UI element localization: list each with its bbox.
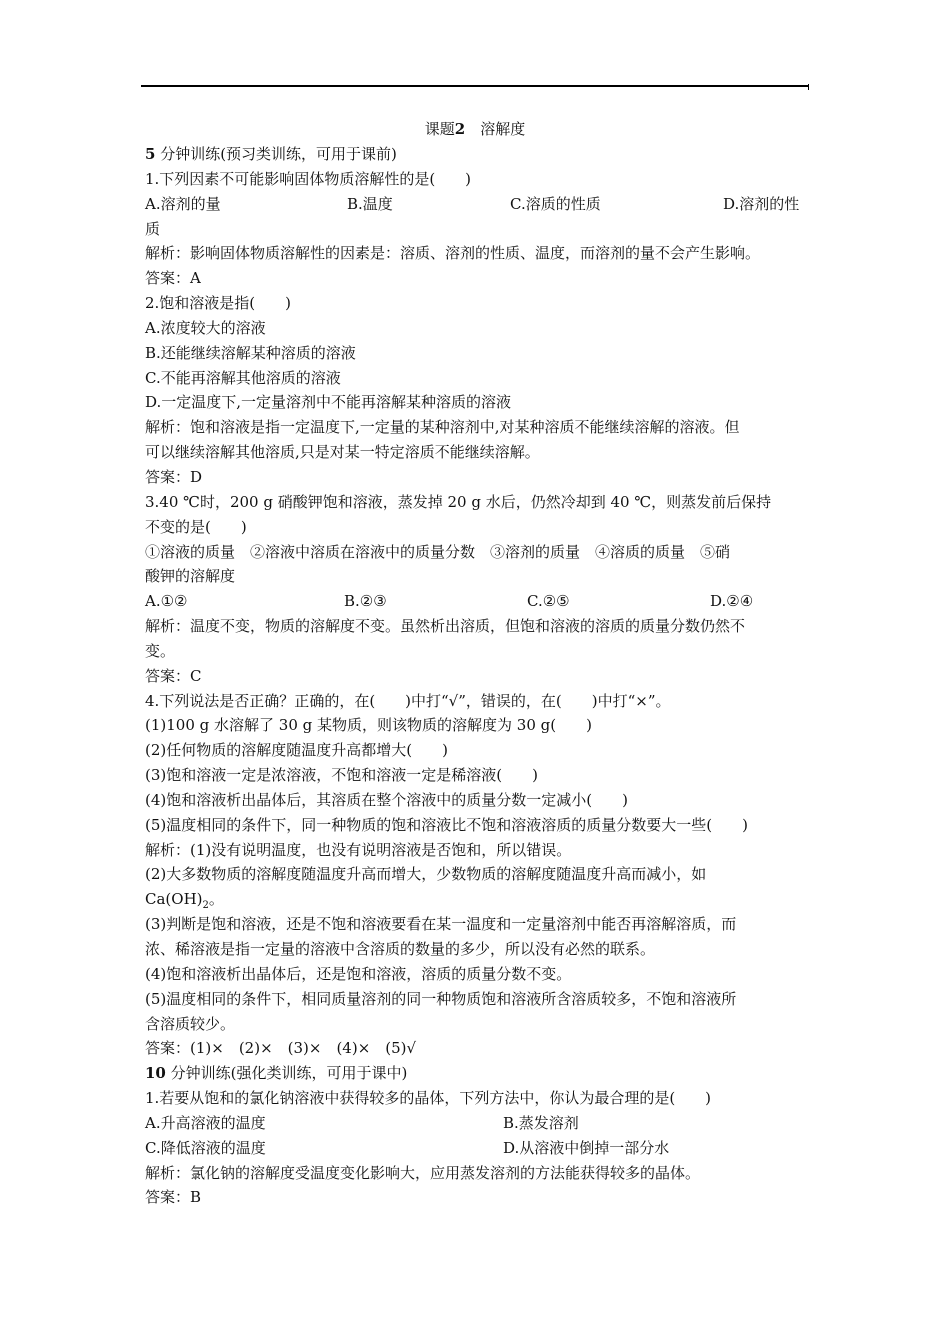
header-rule-tick [808,84,809,90]
q1-analysis: 解析：影响固体物质溶解性的因素是：溶质、溶剂的性质、温度，而溶剂的量不会产生影响。 [145,244,761,263]
s2-q1-option-a: A.升高溶液的温度 [145,1113,266,1132]
q4-analysis-4: (4)饱和溶液析出晶体后，还是饱和溶液，溶质的质量分数不变。 [145,964,572,983]
q4-statement-4: (4)饱和溶液析出晶体后，其溶质在整个溶液中的质量分数一定减小( ) [145,790,628,809]
s2-q1-stem: 1.若要从饱和的氯化钠溶液中获得较多的晶体，下列方法中，你认为最合理的是( ) [145,1089,712,1108]
q4-analysis-1: 解析：(1)没有说明温度，也没有说明溶液是否饱和，所以错误。 [145,840,572,859]
q3-analysis-line-1: 解析：温度不变，物质的溶解度不变。虽然析出溶质，但饱和溶液的溶质的质量分数仍然不 [145,617,746,636]
formula-caoh: Ca(OH) [145,890,203,909]
q2-stem: 2.饱和溶液是指( ) [145,294,292,313]
document-body [145,142,810,1210]
section-heading-number: 5 [145,145,156,163]
header-rule [141,85,808,87]
q4-analysis-5-line-1: (5)温度相同的条件下，相同质量溶剂的同一种物质饱和溶液所含溶质较多，不饱和溶液所 [145,989,737,1008]
q4-statement-2: (2)任何物质的溶解度随温度升高都增大( ) [145,741,448,760]
s2-q1-option-c: C.降低溶液的温度 [145,1138,266,1157]
s2-q1-option-b: B.蒸发溶剂 [503,1113,579,1132]
q4-analysis-2-line-1: (2)大多数物质的溶解度随温度升高而增大，少数物质的溶解度随温度升高而减小，如 [145,865,707,884]
title-number: 2 [454,120,466,138]
s2-q1-answer: 答案：B [145,1188,202,1207]
section-heading-number: 10 [145,1064,166,1083]
q1-stem: 1.下列因素不可能影响固体物质溶解性的是( ) [145,169,472,188]
sentence-end: 。 [208,890,224,909]
s2-q1-analysis: 解析：氯化钠的溶解度受温度变化影响大，应用蒸发溶剂的方法能获得较多的晶体。 [145,1163,701,1182]
section-heading-text: 分钟训练(强化类训练，可用于课中) [165,1064,408,1083]
section-heading-text: 分钟训练(预习类训练，可用于课前) [155,145,397,163]
q1-option-d-wrap: 质 [145,219,161,238]
q3-stem-line-1: 3.40 ℃时，200 g 硝酸钾饱和溶液，蒸发掉 20 g 水后，仍然冷却到 40 ℃，则蒸发前后保持 [145,492,772,511]
q4-stem: 4.下列说法是否正确？正确的，在( )中打“√”，错误的，在( )中打“×”。 [145,691,671,710]
q1-option-a: A.溶剂的量 [145,194,221,213]
q4-statement-1: (1)100 g 水溶解了 30 g 某物质，则该物质的溶解度为 30 g( ) [145,716,592,735]
q4-analysis-5-line-2: 含溶质较少。 [145,1014,236,1033]
q2-option-c: C.不能再溶解其他溶质的溶液 [145,368,341,387]
q3-items-line-1: ①溶液的质量 ②溶液中溶质在溶液中的质量分数 ③溶剂的质量 ④溶质的质量 ⑤硝 [145,542,731,561]
q1-option-c: C.溶质的性质 [510,194,601,213]
s2-q1-options-row-1 [145,1111,810,1136]
q3-option-d: D.②④ [710,592,754,611]
page-title [0,118,950,139]
q2-analysis-line-1: 解析：饱和溶液是指一定温度下,一定量的某种溶剂中,对某种溶质不能继续溶解的溶液。但 [145,418,740,437]
q3-option-c: C.②⑤ [527,592,570,611]
s2-q1-option-d: D.从溶液中倒掉一部分水 [503,1138,670,1157]
q3-analysis-line-2: 变。 [145,641,176,660]
q1-options [145,192,810,217]
q4-statement-5: (5)温度相同的条件下，同一种物质的饱和溶液比不饱和溶液溶质的质量分数要大一些( ) [145,815,748,834]
q3-answer: 答案：C [145,666,202,685]
q4-answer: 答案：(1)× (2)× (3)× (4)× (5)√ [145,1039,417,1058]
q4-statement-3: (3)饱和溶液一定是浓溶液，不饱和溶液一定是稀溶液( ) [145,766,538,785]
q3-option-b: B.②③ [344,592,387,611]
q2-answer: 答案：D [145,467,203,486]
q1-answer: 答案：A [145,269,201,288]
q2-option-a: A.浓度较大的溶液 [145,318,266,337]
q4-analysis-3-line-2: 浓、稀溶液是指一定量的溶液中含溶质的数量的多少，所以没有必然的联系。 [145,940,656,958]
q4-analysis-3-line-1: (3)判断是饱和溶液，还是不饱和溶液要看在某一温度和一定量溶剂中能否再溶解溶质，而 [145,915,737,934]
q2-analysis-line-2: 可以继续溶解其他溶质,只是对某一特定溶质不能继续溶解。 [145,443,540,462]
formula-subscript: 2 [202,900,209,912]
q1-option-b: B.温度 [347,194,393,213]
q2-option-b: B.还能继续溶解某种溶质的溶液 [145,343,356,362]
q1-option-d: D.溶剂的性 [723,194,800,213]
q3-option-a: A.①② [145,592,188,611]
title-name: 溶解度 [480,120,526,138]
section-heading-10min [145,1061,810,1086]
q4-analysis-2-line-2 [145,887,810,912]
s2-q1-options-row-2 [145,1136,810,1161]
section-heading-5min [145,142,810,167]
q3-items-line-2: 酸钾的溶解度 [145,567,236,586]
title-prefix: 课题 [424,120,455,138]
q3-stem-line-2: 不变的是( ) [145,517,247,536]
q3-options [145,589,810,614]
q2-option-d: D.一定温度下,一定量溶剂中不能再溶解某种溶质的溶液 [145,393,512,412]
